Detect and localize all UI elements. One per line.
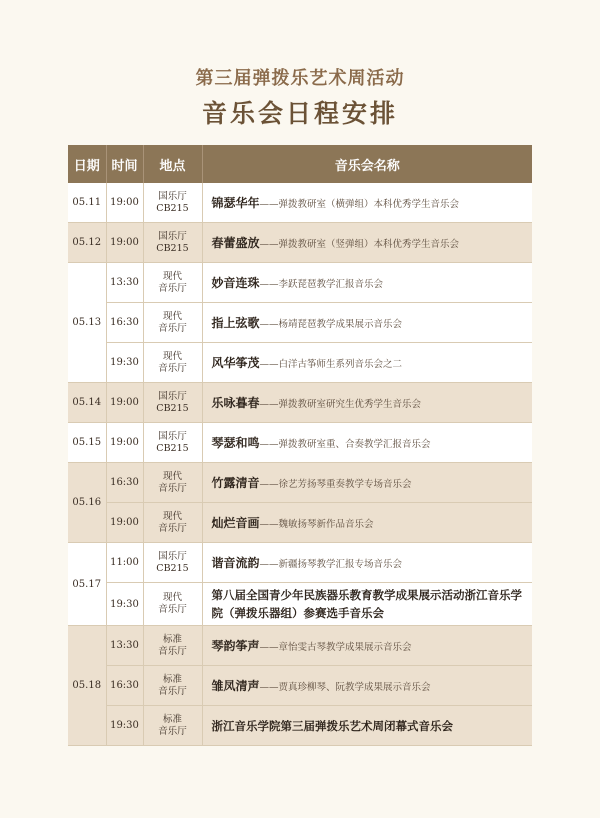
concert-title: 谐音流韵: [211, 556, 260, 570]
table-row: [68, 183, 532, 223]
concert-subtitle: ——徐艺芳扬琴重奏教学专场音乐会: [259, 479, 412, 490]
date-cell: 05.11: [68, 183, 106, 223]
venue-cell: [143, 343, 202, 383]
table-row: [68, 666, 532, 706]
venue-room: 音乐厅: [158, 522, 187, 534]
table-row: [68, 383, 532, 423]
venue-name: 标准: [162, 673, 182, 685]
concert-cell: [202, 583, 532, 626]
venue-name: 国乐厅: [158, 390, 187, 402]
table-row: [68, 423, 532, 463]
concert-title: 灿烂音画: [211, 516, 260, 530]
date-cell: 05.12: [68, 223, 106, 263]
venue-name: 国乐厅: [158, 430, 187, 442]
concert-cell: [202, 423, 532, 463]
time-cell: 19:00: [106, 223, 143, 263]
time-cell: 13:30: [106, 263, 143, 303]
venue-cell: [143, 503, 202, 543]
venue-room: CB215: [156, 202, 189, 214]
date-cell: 05.18: [68, 626, 106, 746]
concert-subtitle: ——弹拨教研室（横弹组）本科优秀学生音乐会: [259, 199, 460, 210]
column-header-concert-name: 音乐会名称: [202, 145, 532, 183]
table-row: [68, 463, 532, 503]
venue-cell: [143, 626, 202, 666]
time-cell: 16:30: [106, 303, 143, 343]
date-cell: 05.16: [68, 463, 106, 543]
table-row: [68, 503, 532, 543]
concert-subtitle: ——魏敏扬琴新作品音乐会: [259, 519, 374, 530]
venue-name: 现代: [162, 470, 182, 482]
column-header-time: 时间: [106, 145, 143, 183]
time-cell: 19:00: [106, 423, 143, 463]
venue-name: 国乐厅: [158, 550, 187, 562]
concert-subtitle: ——弹拨教研室（竖弹组）本科优秀学生音乐会: [259, 239, 460, 250]
schedule-title: 音乐会日程安排: [201, 99, 398, 128]
concert-cell: [202, 343, 532, 383]
concert-title: 风华筝茂: [211, 356, 260, 370]
venue-name: 标准: [162, 713, 182, 725]
venue-room: CB215: [156, 562, 189, 574]
concert-subtitle: ——弹拨教研室重、合奏教学汇报音乐会: [259, 439, 431, 450]
venue-name: 现代: [162, 310, 182, 322]
table-row: [68, 626, 532, 666]
venue-room: CB215: [156, 402, 189, 414]
time-cell: 19:00: [106, 383, 143, 423]
concert-title: 锦瑟华年: [211, 196, 260, 210]
venue-room: 音乐厅: [158, 725, 187, 737]
venue-cell: [143, 263, 202, 303]
concert-title: 琴瑟和鸣: [211, 436, 260, 450]
time-cell: 13:30: [106, 626, 143, 666]
concert-title: 第八届全国青少年民族器乐教育教学成果展示活动浙江音乐学院（弹拨乐器组）参赛选手音乐会: [211, 588, 522, 620]
time-cell: 19:30: [106, 583, 143, 626]
concert-cell: [202, 303, 532, 343]
table-row: [68, 543, 532, 583]
venue-cell: [143, 583, 202, 626]
venue-room: 音乐厅: [158, 362, 187, 374]
venue-cell: [143, 223, 202, 263]
concert-title: 琴韵筝声: [211, 639, 260, 653]
schedule-table: [68, 145, 532, 746]
table-header-row: [68, 145, 532, 183]
concert-cell: [202, 706, 532, 746]
column-header-date: 日期: [68, 145, 106, 183]
concert-title: 春蕾盛放: [211, 236, 260, 250]
concert-cell: [202, 503, 532, 543]
concert-cell: [202, 543, 532, 583]
date-cell: 05.14: [68, 383, 106, 423]
concert-subtitle: ——弹拨教研室研究生优秀学生音乐会: [259, 399, 422, 410]
venue-cell: [143, 463, 202, 503]
time-cell: 11:00: [106, 543, 143, 583]
venue-cell: [143, 666, 202, 706]
event-title: 第三届弹拨乐艺术周活动: [195, 68, 405, 89]
venue-name: 国乐厅: [158, 190, 187, 202]
concert-title: 竹露清音: [211, 476, 260, 490]
time-cell: 19:00: [106, 183, 143, 223]
table-row: [68, 583, 532, 626]
venue-cell: [143, 706, 202, 746]
concert-cell: [202, 666, 532, 706]
concert-cell: [202, 463, 532, 503]
concert-cell: [202, 223, 532, 263]
time-cell: 19:30: [106, 706, 143, 746]
venue-name: 现代: [162, 510, 182, 522]
venue-room: 音乐厅: [158, 604, 187, 615]
concert-subtitle: ——杨靖琵琶教学成果展示音乐会: [259, 319, 403, 330]
concert-subtitle: ——白洋古筝师生系列音乐会之二: [259, 359, 403, 370]
venue-cell: [143, 543, 202, 583]
venue-room: 音乐厅: [158, 645, 187, 657]
time-cell: 16:30: [106, 463, 143, 503]
venue-cell: [143, 423, 202, 463]
venue-cell: [143, 183, 202, 223]
concert-title: 乐咏暮春: [211, 396, 260, 410]
venue-name: 国乐厅: [158, 230, 187, 242]
concert-subtitle: ——新疆扬琴教学汇报专场音乐会: [259, 559, 403, 570]
concert-subtitle: ——贾真珍柳琴、阮教学成果展示音乐会: [259, 682, 431, 693]
concert-subtitle: ——李跃琵琶教学汇报音乐会: [259, 279, 384, 290]
column-header-venue: 地点: [143, 145, 202, 183]
date-cell: 05.13: [68, 263, 106, 383]
venue-name: 现代: [162, 270, 182, 282]
concert-cell: [202, 626, 532, 666]
venue-room: 音乐厅: [158, 282, 187, 294]
venue-room: 音乐厅: [158, 685, 187, 697]
venue-name: 现代: [162, 592, 182, 603]
date-cell: 05.15: [68, 423, 106, 463]
venue-room: 音乐厅: [158, 322, 187, 334]
table-row: [68, 706, 532, 746]
concert-cell: [202, 183, 532, 223]
concert-title: 妙音连珠: [211, 276, 260, 290]
concert-title: 雏凤清声: [211, 679, 260, 693]
time-cell: 19:00: [106, 503, 143, 543]
venue-name: 现代: [162, 350, 182, 362]
venue-room: CB215: [156, 442, 189, 454]
table-row: [68, 343, 532, 383]
concert-cell: [202, 383, 532, 423]
concert-title: 浙江音乐学院第三届弹拨乐艺术周闭幕式音乐会: [211, 718, 453, 733]
venue-name: 标准: [162, 633, 182, 645]
table-row: [68, 263, 532, 303]
venue-cell: [143, 303, 202, 343]
venue-room: CB215: [156, 242, 189, 254]
venue-room: 音乐厅: [158, 482, 187, 494]
concert-subtitle: ——章怡雯古琴教学成果展示音乐会: [259, 642, 412, 653]
date-cell: 05.17: [68, 543, 106, 626]
time-cell: 16:30: [106, 666, 143, 706]
venue-cell: [143, 383, 202, 423]
concert-cell: [202, 263, 532, 303]
concert-title: 指上弦歌: [211, 316, 260, 330]
time-cell: 19:30: [106, 343, 143, 383]
table-row: [68, 303, 532, 343]
table-row: [68, 223, 532, 263]
